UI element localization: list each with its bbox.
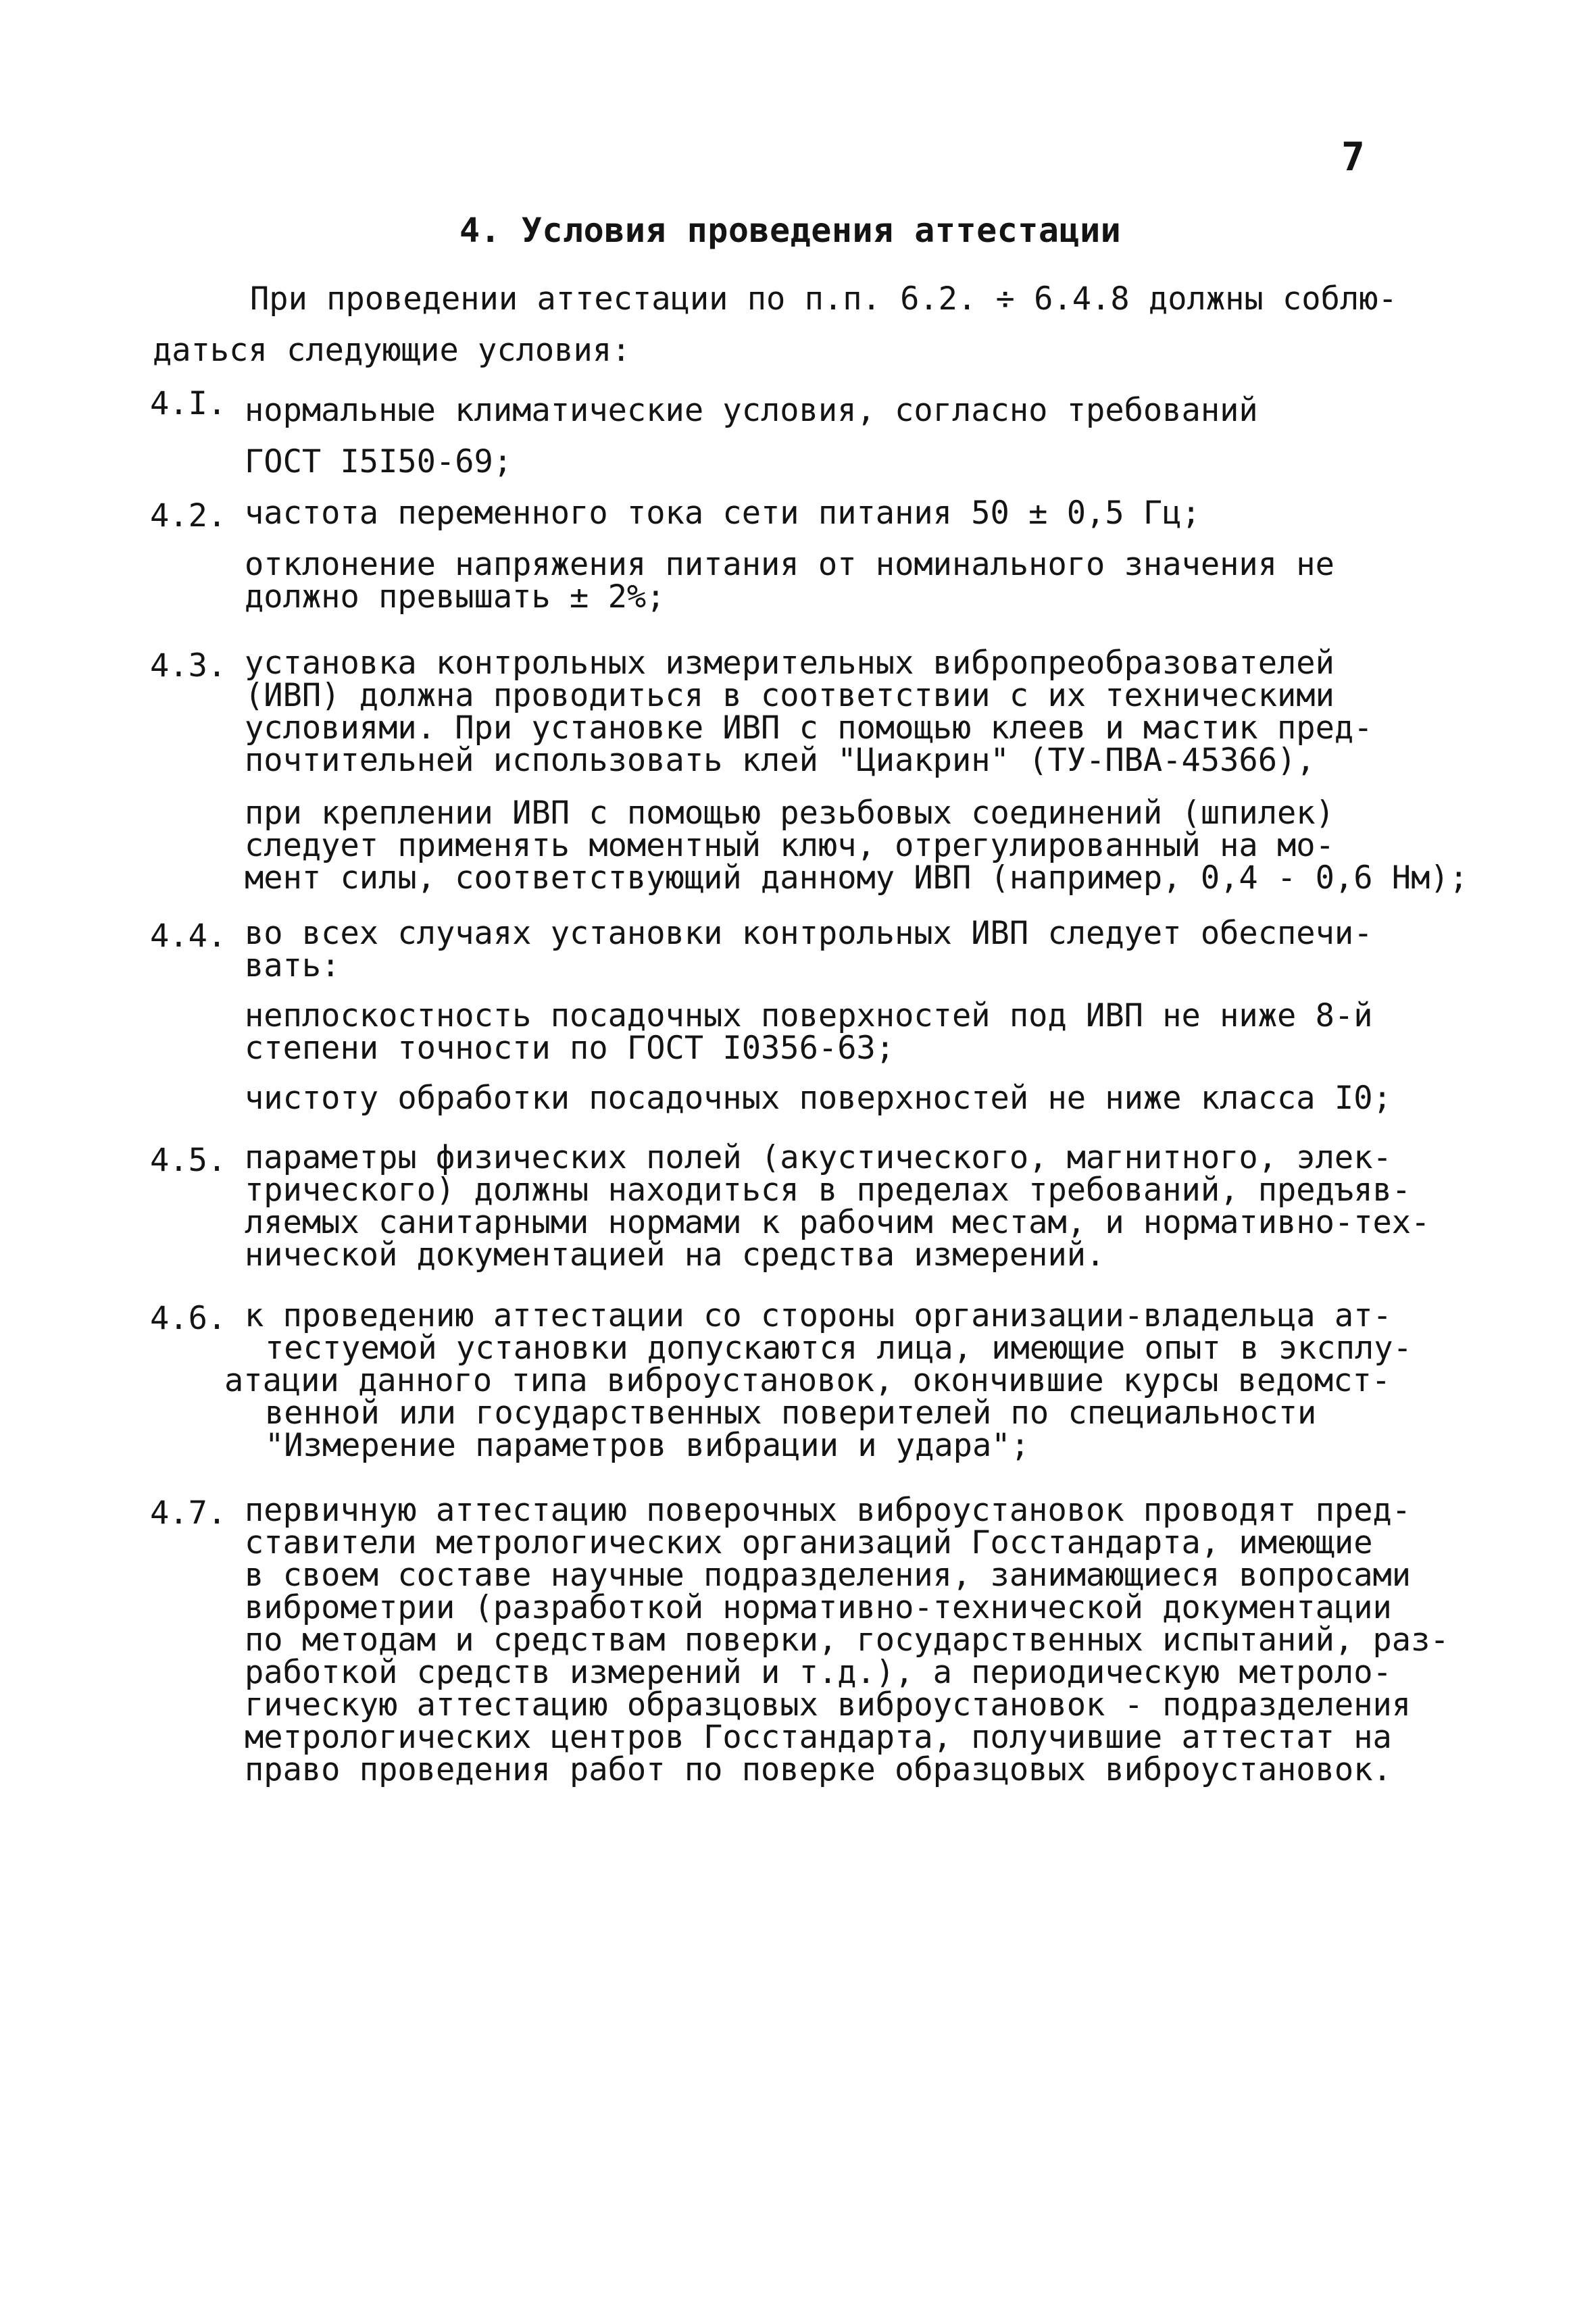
item-line: мент силы, соответствующий данному ИВП (например, 0,4 - 0,6 Нм); — [245, 859, 1468, 897]
item-line: ГОСТ I5I50-69; — [245, 443, 513, 480]
item-line: метрологических центров Госстандарта, получившие аттестат на — [245, 1719, 1392, 1756]
intro-paragraph — [153, 274, 1437, 376]
item-paragraph — [245, 546, 1488, 615]
item-number: 4.2. — [150, 497, 227, 534]
item-paragraph — [245, 1082, 1488, 1115]
item-line: в своем составе научные подразделения, занимающиеся вопросами — [245, 1557, 1412, 1594]
item-line: (ИВП) должна проводиться в соответствии с их техническими — [245, 677, 1335, 714]
item-line: следует применять моментный ключ, отрегулированный на мо- — [245, 827, 1335, 864]
item-body — [224, 1297, 1488, 1477]
item-line: тестуемой установки допускаются лица, имеющие опыт в эксплу- — [265, 1330, 1412, 1367]
item-body — [245, 1139, 1488, 1286]
item-paragraph — [245, 385, 1488, 488]
item-line: к проведению аттестации со стороны организации-владельца ат- — [245, 1297, 1392, 1334]
item-line: вать: — [245, 947, 341, 984]
item-paragraph — [245, 997, 1488, 1067]
item-line: ставители метрологических организаций Госстандарта, имеющие — [245, 1524, 1373, 1561]
item-line: при креплении ИВП с помощью резьбовых соединений (шпилек) — [245, 795, 1335, 832]
item-number: 4.3. — [150, 647, 227, 684]
intro-line: При проведении аттестации по п.п. 6.2. ÷ 6.4.8 должны соблю- — [250, 280, 1397, 318]
item-line: должно превышать ± 2%; — [245, 578, 666, 615]
item-line: неплоскостность посадочных поверхностей под ИВП не ниже 8-й — [245, 997, 1373, 1034]
item-line: атации данного типа виброустановок, окончившие курсы ведомст- — [224, 1362, 1391, 1399]
item-line: во всех случаях установки контрольных ИВП следует обеспечи- — [245, 915, 1373, 952]
item-body — [245, 385, 1488, 503]
item-line: виброметрии (разработкой нормативно-технической документации — [245, 1589, 1392, 1626]
item-number: 4.5. — [150, 1142, 227, 1179]
item-body — [245, 497, 1488, 628]
item-paragraph — [245, 497, 1488, 530]
item-paragraph — [245, 1494, 1488, 1786]
item-paragraph — [245, 797, 1488, 895]
item-paragraph — [245, 647, 1488, 777]
item-line: венной или государственных поверителей по специальности — [265, 1394, 1317, 1432]
item-line: "Измерение параметров вибрации и удара"; — [265, 1427, 1030, 1464]
item-line: право проведения работ по поверке образцовых виброустановок. — [245, 1751, 1392, 1788]
intro-line: даться следующие условия: — [153, 332, 631, 369]
item-number: 4.7. — [150, 1494, 227, 1532]
item-body — [245, 917, 1488, 1130]
item-line: степени точности по ГОСТ I0356-63; — [245, 1030, 895, 1067]
item-line: параметры физических полей (акустического, магнитного, элек- — [245, 1139, 1392, 1176]
item-number: 4.6. — [150, 1300, 227, 1337]
item-line: по методам и средствам поверки, государственных испытаний, раз- — [245, 1621, 1449, 1659]
item-body — [245, 647, 1488, 909]
item-line: частота переменного тока сети питания 50 ± 0,5 Гц; — [245, 495, 1201, 532]
item-number: 4.I. — [150, 385, 227, 422]
item-paragraph — [245, 917, 1488, 982]
item-line: первичную аттестацию поверочных виброустановок проводят пред- — [245, 1492, 1412, 1529]
item-line: нормальные климатические условия, согласно требований — [245, 392, 1258, 429]
item-line: трического) должны находиться в пределах требований, предъяв- — [245, 1172, 1412, 1209]
item-line: гическую аттестацию образцовых виброустановок - подразделения — [245, 1686, 1412, 1724]
item-number: 4.4. — [150, 917, 227, 955]
page-number: 7 — [1341, 134, 1365, 180]
item-line: нической документацией на средства измерений. — [245, 1236, 1105, 1274]
item-line: установка контрольных измерительных вибропреобразователей — [245, 645, 1335, 682]
item-paragraph — [224, 1297, 1488, 1464]
item-line: чистоту обработки посадочных поверхностей не ниже класса I0; — [245, 1080, 1392, 1117]
item-line: работкой средств измерений и т.д.), а периодическую метроло- — [245, 1654, 1392, 1691]
section-heading: 4. Условия проведения аттестации — [459, 211, 1122, 250]
item-line: отклонение напряжения питания от номинального значения не — [245, 546, 1335, 583]
item-line: условиями. При установке ИВП с помощью клеев и мастик пред- — [245, 709, 1373, 747]
item-line: почтительней использовать клей "Циакрин" (ТУ-ПВА-45366), — [245, 742, 1316, 779]
item-body — [245, 1494, 1488, 1801]
item-paragraph — [245, 1139, 1488, 1274]
item-line: ляемых санитарными нормами к рабочим местам, и нормативно-тех- — [245, 1204, 1430, 1241]
